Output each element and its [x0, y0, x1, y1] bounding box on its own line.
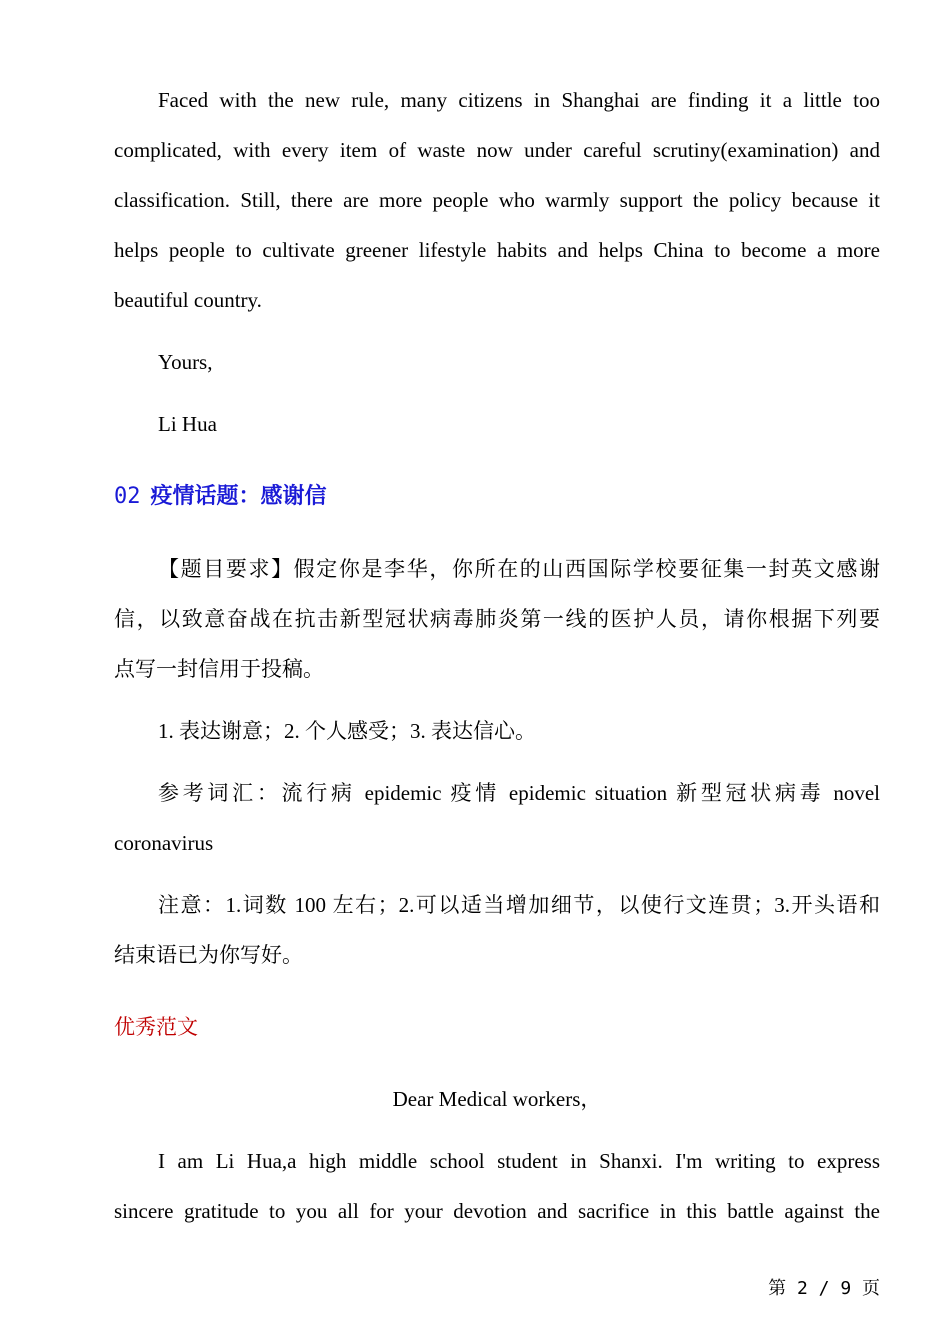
- vocabulary-line: 参考词汇：流行病 epidemic 疫情 epidemic situation 新型冠状病毒 novel: [158, 781, 880, 805]
- paragraph-line: classification. Still, there are more people who warmly support the policy because it: [114, 188, 880, 212]
- essay-line: I am Li Hua,a high middle school student in Shanxi. I'm writing to express: [158, 1149, 880, 1173]
- page-number: 第 2 / 9 页: [768, 1278, 880, 1299]
- paragraph-line: complicated, with every item of waste now under careful scrutiny(examination) and: [114, 138, 880, 162]
- requirement-line: 【题目要求】假定你是李华，你所在的山西国际学校要征集一封英文感谢: [158, 557, 880, 581]
- task-points: 1. 表达谢意；2. 个人感受；3. 表达信心。: [158, 719, 536, 743]
- section-title: 疫情话题：感谢信: [150, 484, 327, 509]
- essay-line: sincere gratitude to you all for your devotion and sacrifice in this battle against the: [114, 1199, 880, 1223]
- requirement-line: 点写一封信用于投稿。: [114, 657, 324, 681]
- notes-line: 结束语已为你写好。: [114, 943, 303, 967]
- vocabulary-line: coronavirus: [114, 831, 214, 855]
- section-heading: [114, 482, 327, 512]
- letter-closing: Yours,: [158, 350, 213, 374]
- notes-line: 注意：1.词数 100 左右；2.可以适当增加细节，以使行文连贯；3.开头语和: [158, 893, 880, 917]
- salutation: Dear Medical workers，: [392, 1087, 602, 1111]
- letter-signature: Li Hua: [158, 412, 217, 436]
- sample-heading: 优秀范文: [114, 1015, 198, 1039]
- section-number: 02: [114, 484, 141, 509]
- paragraph-line: helps people to cultivate greener lifestyle habits and helps China to become a more: [114, 238, 880, 262]
- requirement-line: 信，以致意奋战在抗击新型冠状病毒肺炎第一线的医护人员，请你根据下列要: [114, 607, 880, 631]
- paragraph-line: beautiful country.: [114, 288, 262, 312]
- paragraph-line: Faced with the new rule, many citizens in Shanghai are finding it a little too: [158, 88, 880, 112]
